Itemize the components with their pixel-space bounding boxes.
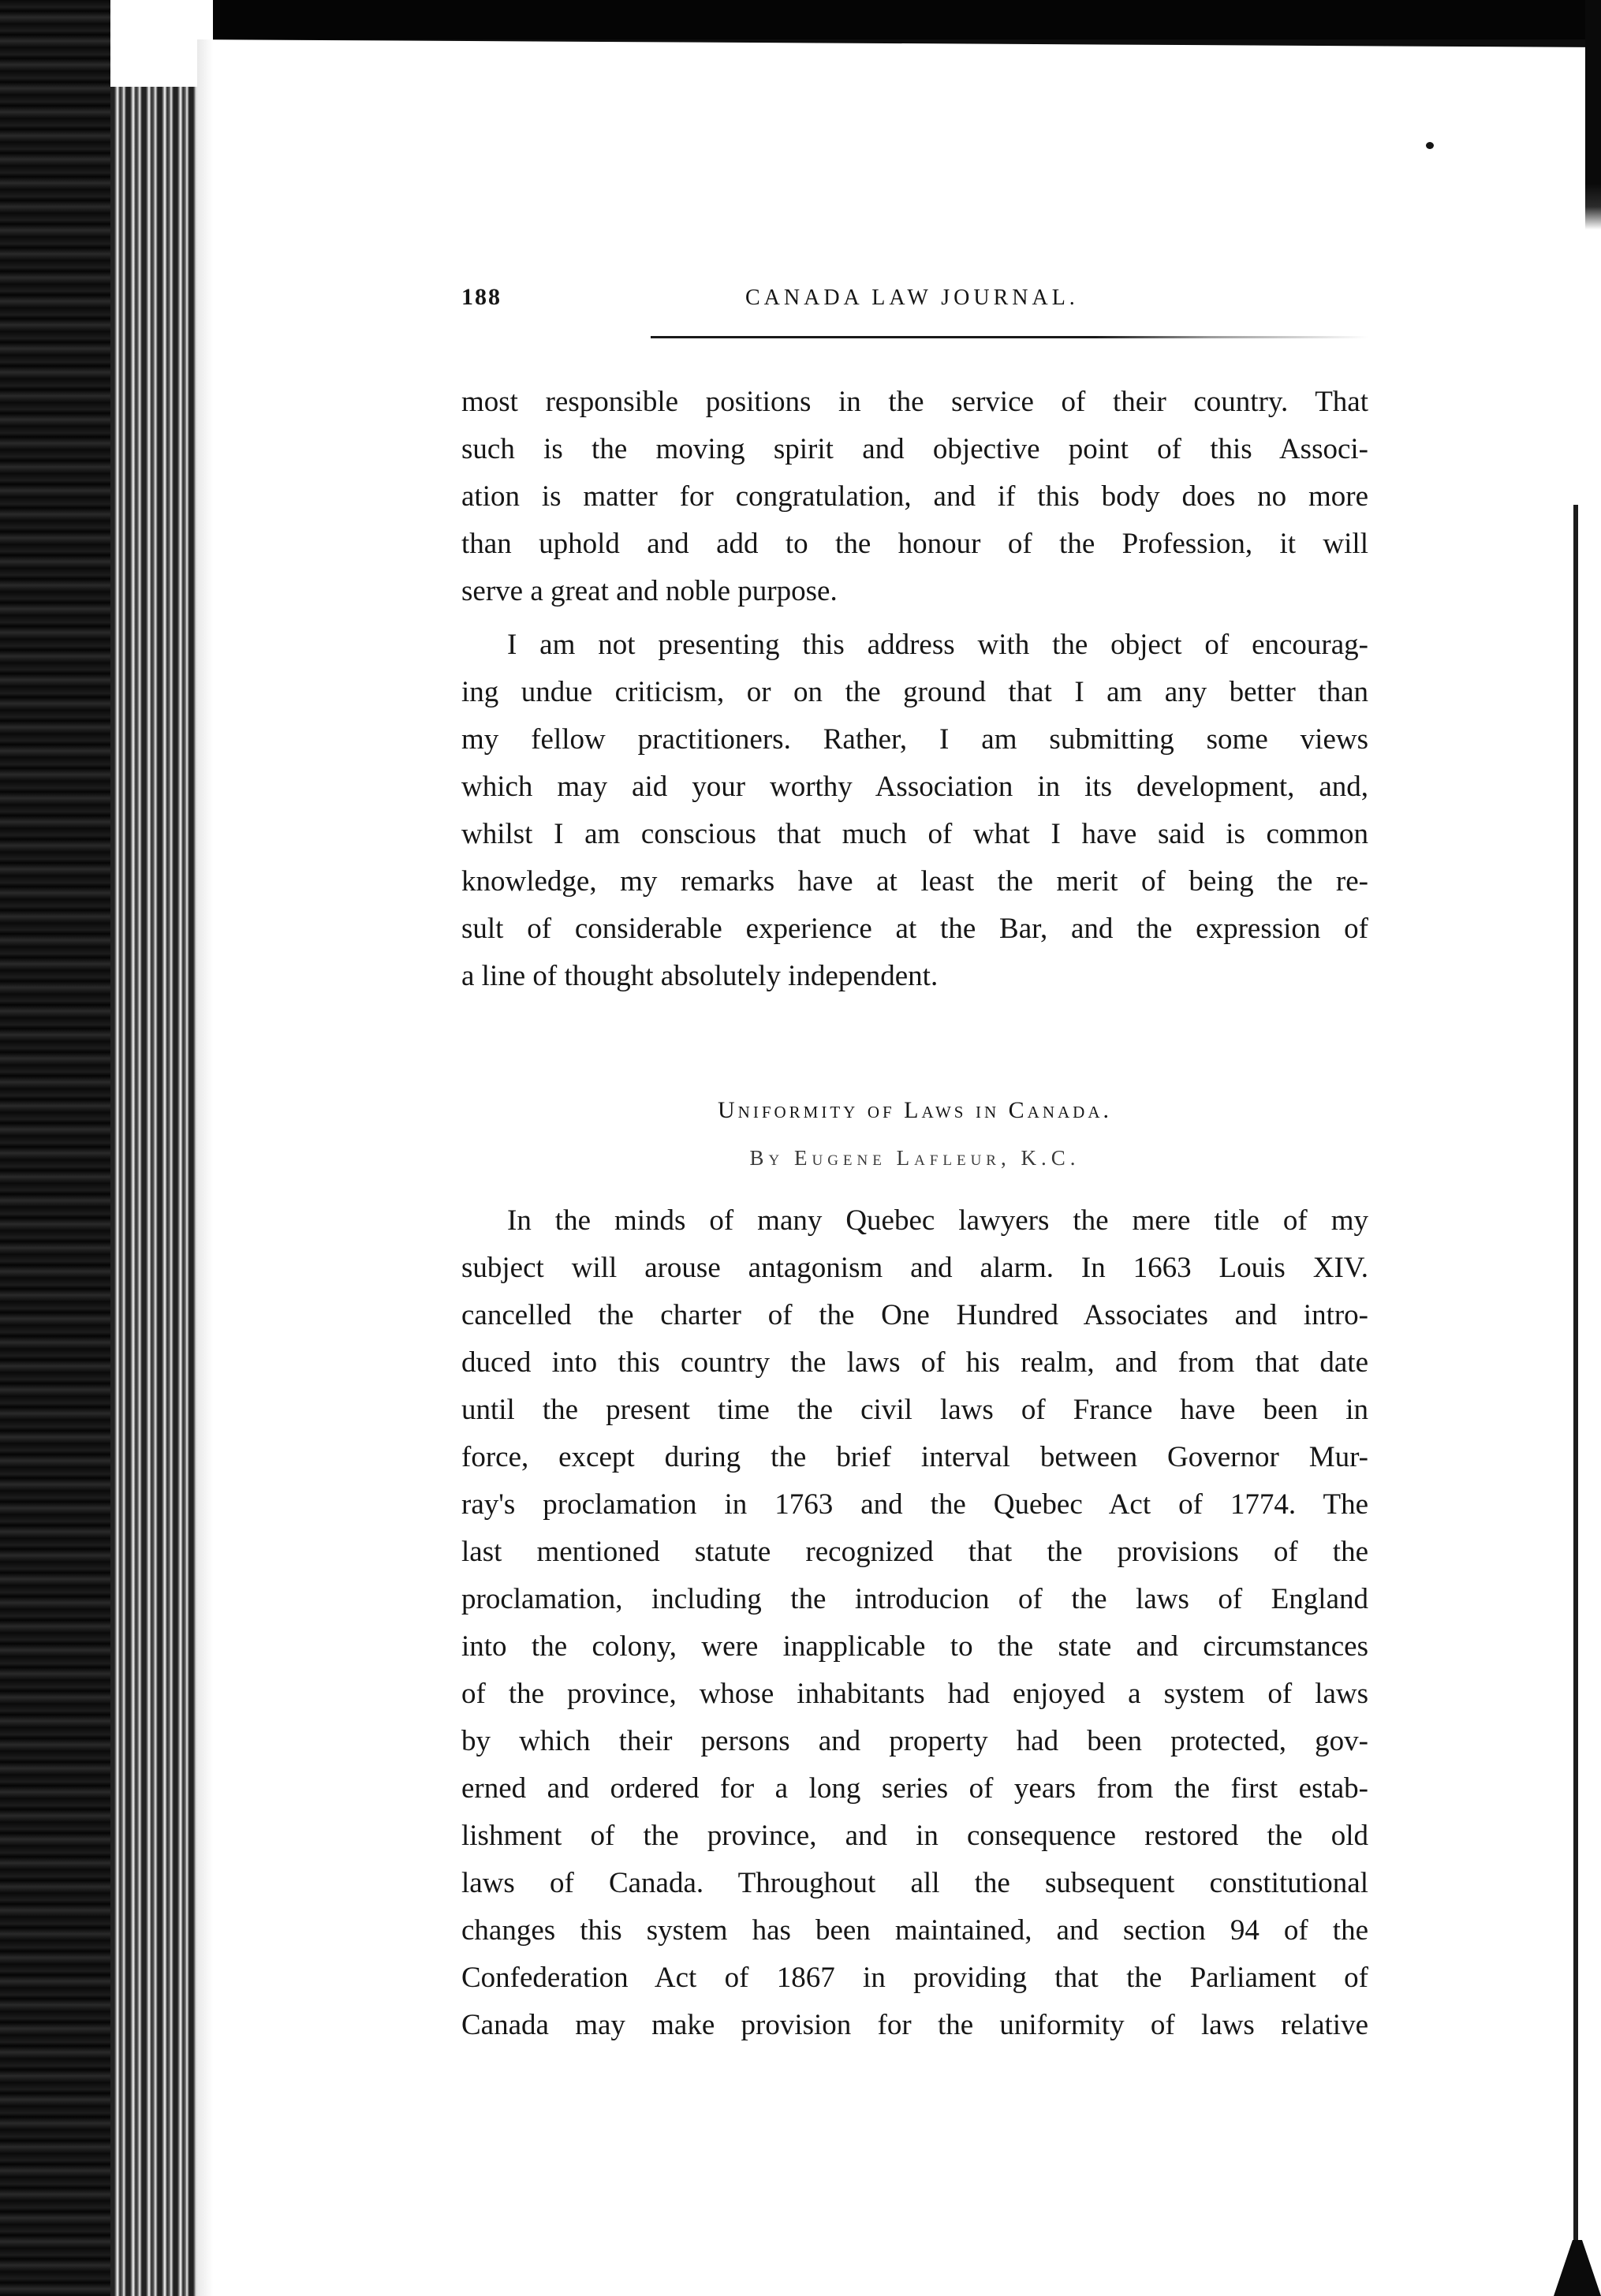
text-line: lishment of the province, and in consequence restored the old xyxy=(461,1820,1368,1852)
text-line: In the minds of many Quebec lawyers the mere title of my xyxy=(507,1204,1368,1237)
text-line: most responsible positions in the service of their country. That xyxy=(461,386,1368,418)
text-line: ing undue criticism, or on the ground that I am any better than xyxy=(461,676,1368,708)
article-body xyxy=(461,1197,1368,2049)
text-line: knowledge, my remarks have at least the merit of being the re- xyxy=(461,865,1368,898)
text-line: changes this system has been maintained, and section 94 of the xyxy=(461,1914,1368,1947)
text-line: last mentioned statute recognized that the provisions of the xyxy=(461,1536,1368,1568)
running-head xyxy=(461,284,1368,323)
text-line: a line of thought absolutely independent. xyxy=(461,960,939,992)
text-line: sult of considerable experience at the Bar, and the expression of xyxy=(461,913,1368,945)
text-line: until the present time the civil laws of France have been in xyxy=(461,1394,1368,1426)
scan-speck xyxy=(1426,142,1434,149)
text-line: of the province, whose inhabitants had enjoyed a system of laws xyxy=(461,1678,1368,1710)
text-line: than uphold and add to the honour of the Profession, it will xyxy=(461,528,1368,560)
text-line: such is the moving spirit and objective point of this Associ- xyxy=(461,433,1368,465)
text-line: by which their persons and property had been protected, gov- xyxy=(461,1725,1368,1757)
text-line: ation is matter for congratulation, and if this body does no more xyxy=(461,480,1368,513)
text-line: laws of Canada. Throughout all the subsequent constitutional xyxy=(461,1867,1368,1899)
text-line: force, except during the brief interval between Governor Mur- xyxy=(461,1441,1368,1473)
text-line: cancelled the charter of the One Hundred Associates and intro- xyxy=(461,1299,1368,1331)
journal-title: CANADA LAW JOURNAL. xyxy=(745,286,1079,310)
text-line: which may aid your worthy Association in its development, and, xyxy=(461,771,1368,803)
text-line: Confederation Act of 1867 in providing that the Parliament of xyxy=(461,1962,1368,1994)
scan-top-shadow xyxy=(110,39,1601,47)
page-right-edge-line xyxy=(1573,505,1578,2256)
text-line: whilst I am conscious that much of what I have said is common xyxy=(461,818,1368,850)
text-line: duced into this country the laws of his realm, and from that date xyxy=(461,1346,1368,1379)
text-line: into the colony, were inapplicable to the state and circumstances xyxy=(461,1630,1368,1663)
scan-top-border xyxy=(0,0,1601,39)
binding-shadow xyxy=(0,0,110,2296)
text-line: I am not presenting this address with the object of encourag- xyxy=(507,629,1368,661)
author-byline: By Eugene Lafleur, K.C. xyxy=(749,1146,1080,1170)
text-line: Canada may make provision for the uniformity of laws relative xyxy=(461,2009,1368,2041)
section-heading: Uniformity of Laws in Canada. xyxy=(718,1097,1112,1123)
text-line: proclamation, including the introducion of the laws of England xyxy=(461,1583,1368,1615)
paragraph-continuation xyxy=(461,379,1368,1000)
text-line: erned and ordered for a long series of years from the first estab- xyxy=(461,1772,1368,1805)
page-content xyxy=(461,284,1368,2049)
scan-right-border xyxy=(1585,0,1601,2296)
book-binding-edge xyxy=(0,0,213,2296)
text-line: subject will arouse antagonism and alarm. In 1663 Louis XIV. xyxy=(461,1252,1368,1284)
page-number: 188 xyxy=(461,284,502,310)
binding-gutter xyxy=(197,39,213,2296)
text-line: my fellow practitioners. Rather, I am submitting some views xyxy=(461,723,1368,756)
header-rule xyxy=(651,336,1368,338)
text-line: ray's proclamation in 1763 and the Quebec Act of 1774. The xyxy=(461,1488,1368,1521)
text-line: serve a great and noble purpose. xyxy=(461,575,838,607)
binding-page-edges xyxy=(110,87,197,2296)
